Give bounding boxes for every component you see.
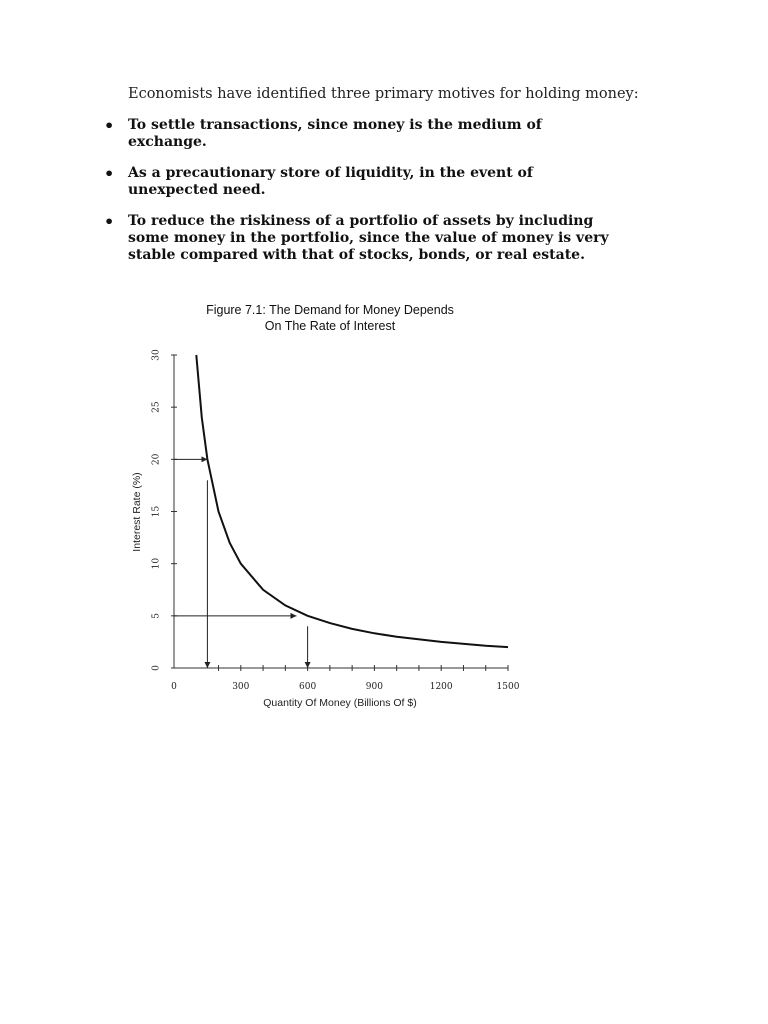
figure-title-line: Figure 7.1: The Demand for Money Depends bbox=[206, 303, 454, 317]
x-tick-label: 600 bbox=[299, 682, 317, 692]
bullet-icon: • bbox=[104, 212, 115, 231]
x-tick-label: 1200 bbox=[429, 682, 453, 692]
y-tick-label: 30 bbox=[151, 349, 162, 361]
y-tick-label: 20 bbox=[151, 453, 162, 466]
bullet-icon: • bbox=[104, 116, 115, 135]
y-tick-label: 0 bbox=[151, 665, 162, 671]
figure-title-line: On The Rate of Interest bbox=[264, 319, 396, 333]
demand-curve-line bbox=[196, 355, 508, 647]
y-tick-label: 10 bbox=[151, 557, 162, 570]
bullet-line: To reduce the riskiness of a portfolio of assets by including bbox=[128, 213, 594, 229]
y-tick-label: 15 bbox=[151, 505, 162, 518]
x-tick-label: 0 bbox=[171, 682, 177, 692]
x-tick-label: 1500 bbox=[496, 682, 520, 692]
bullet-line: As a precautionary store of liquidity, in the event of bbox=[128, 165, 533, 181]
y-tick-label: 5 bbox=[151, 612, 162, 619]
bullet-line: some money in the portfolio, since the value of money is very bbox=[128, 230, 609, 246]
x-axis-label: Quantity Of Money (Billions Of $) bbox=[263, 697, 417, 709]
x-tick-label: 900 bbox=[365, 682, 383, 692]
y-tick-label: 25 bbox=[151, 401, 162, 413]
bullet-icon: • bbox=[104, 164, 115, 183]
bullet-line: unexpected need. bbox=[128, 182, 266, 198]
intro-paragraph: Economists have identified three primary motives for holding money: bbox=[128, 86, 639, 102]
bullet-line: exchange. bbox=[128, 134, 207, 150]
y-axis-label: Interest Rate (%) bbox=[131, 472, 143, 552]
bullet-line: To settle transactions, since money is the medium of bbox=[128, 117, 542, 133]
bullet-line: stable compared with that of stocks, bonds, or real estate. bbox=[128, 247, 585, 263]
x-tick-label: 300 bbox=[232, 682, 250, 692]
